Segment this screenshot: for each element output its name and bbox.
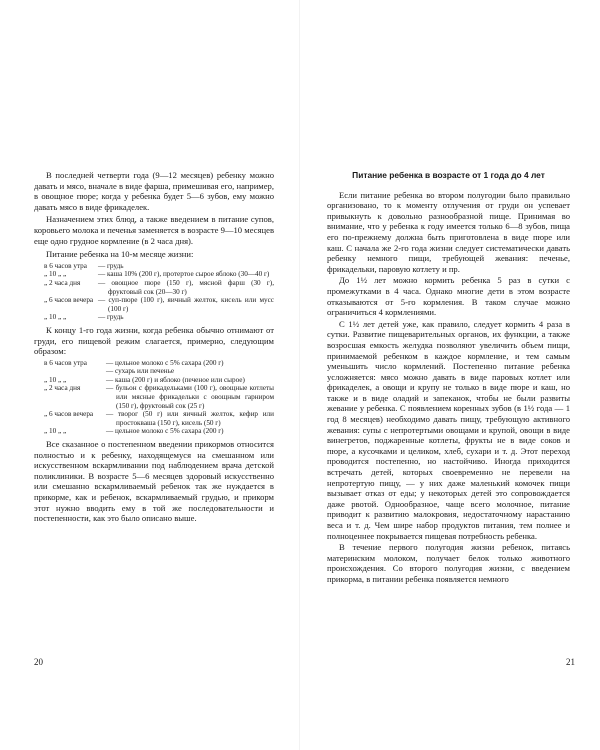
left-text-column — [34, 170, 274, 524]
menu-food — [106, 359, 274, 376]
menu-row — [34, 313, 274, 322]
menu-end-of-year — [34, 359, 274, 436]
left-paragraph-1: В последней четверти года (9—12 месяцев) ребенку можно давать и мясо, вначале в виде фарша, примешивая его, например, в овощное пюре; когда у ребенка будет 5—6 зубов, ему можно давать мясо в виде фрикаделек. — [34, 170, 274, 212]
menu-row — [34, 279, 274, 296]
menu-time: „ 10 „ „ — [44, 313, 67, 322]
menu-food — [98, 296, 274, 313]
menu-time: „ 10 „ „ — [44, 375, 67, 384]
menu-food-item: — бульон с фрикадельками (100 г), овощные котлеты или мясные фрикадельки с овощным гарниром (150 г), фруктовый сок (25 г) — [106, 384, 274, 410]
menu-food-item: — каша (200 г) и яблоко (печеное или сырое) — [106, 375, 245, 384]
page-number-right: 21 — [566, 657, 575, 667]
left-paragraph-2: Назначением этих блюд, а также введением в питание супов, коровьего молока и печенья заменяется в возрасте 9—10 месяцев еще одно грудное кормление (в 2 часа дня). — [34, 214, 274, 246]
page-number-left: 20 — [34, 657, 43, 667]
menu-row — [34, 296, 274, 313]
chapter-title: Питание ребенка в возрасте от 1 года до 4 лет — [352, 170, 545, 180]
left-paragraph-4: К концу 1-го года жизни, когда ребенка обычно отнимают от груди, его пищевой режим слагается, примерно, следующим образом: — [34, 324, 274, 357]
menu-row — [34, 262, 274, 271]
menu-food — [106, 410, 274, 427]
menu-food-item: — каша 10% (200 г), протертое сырое яблоко (30—40 г) — [98, 270, 270, 279]
menu-row — [34, 376, 274, 385]
menu-food — [106, 427, 274, 436]
menu-food-item: — овощное пюре (150 г), мясной фарш (30 г), фруктовый сок (20—30 г) — [98, 278, 274, 296]
menu-food — [98, 313, 274, 322]
right-page — [300, 0, 600, 750]
menu-time: „ 6 часов вечера — [44, 296, 94, 305]
menu-time: „ 2 часа дня — [44, 278, 81, 287]
menu-time: „ 6 часов вечера — [44, 410, 94, 419]
menu-time: „ 10 „ „ — [44, 270, 67, 279]
menu-row — [34, 359, 274, 376]
right-paragraph-4: В течение первого полугодия жизни ребенок, питаясь материнским молоком, получает белок только животного происхождения. Со второго полугодия жизни, с введением прикорма, в питании ребенка появляется немного — [327, 542, 570, 584]
right-paragraph-1: Если питание ребенка во втором полугодии было правильно организовано, то к моменту отлучения от груди он успевает привыкнуть к довольно разнообразной пище. Принимая во внимание, что у ребенка к году имеется только 6—8 зубов, пища его по-прежнему должна быть приготовлена в виде пюре или каш. С начала же 2-го года жизни следует систематически давать ребенку немного пищи, требующей жевания: печенье, фрикадельки, паровую котлету и пр. — [327, 189, 570, 274]
menu-food — [98, 270, 274, 279]
menu-food — [98, 262, 274, 271]
menu-food-item: — суп-пюре (100 г), яичный желток, кисель или мусс (100 г) — [98, 296, 274, 313]
menu-time: „ 2 часа дня — [44, 384, 81, 393]
menu-time: „ 10 „ „ — [44, 427, 67, 436]
menu-row — [34, 410, 274, 427]
menu-10-month — [34, 262, 274, 322]
menu-food-item: — сухарь или печенье — [106, 367, 175, 376]
menu-time: в 6 часов утра — [44, 358, 87, 367]
menu-row — [34, 427, 274, 436]
menu-row — [34, 384, 274, 410]
menu-food-item: — грудь — [98, 313, 124, 322]
menu-food — [106, 384, 274, 410]
menu-food-item: — цельное молоко с 5% сахара (200 г) — [106, 358, 224, 367]
menu-food — [98, 279, 274, 296]
right-paragraph-3: С 1½ лет детей уже, как правило, следует кормить 4 раза в сутки. Развитие пищеварительных органов, их функции, а также возросшая емкость желудка позволяют увеличить объем пищи, принимаемой ребенком в каждое кормление, и тем самым уменьшить число кормлений. Постепенно питание ребенка усложняется: мясо можно давать в виде паровых котлет или фрикаделек, а овощи и крупу не только в виде пюре и каш, но также и в виде оладий и запеканок, чтобы не были развиты жевание у ребенка. С появлением коренных зубов (в 1½ года — 1 год 8 месяцев) необходимо давать пищу, требующую активного жевания: супы с непротертыми овощами и крупой, овощи в виде винегретов, поджаренные котлеты, фрукты не в виде соков и пюре, а кусочками и целиком, хлеб, сухари и т. д. Этот переход проводится постепенно, но настойчиво. Иногда приходится встречать детей, которых своевременно не перевели на непротертую пищу, — у них даже маленький комочек пищи вызывает отказ от еды; у некоторых детей это сопровождается даже рвотой. Однообразное, чаще всего молочное, питание приводит к развитию малокровия, недостаточному нарастанию веса и т. д. Чем шире набор продуктов питания, тем полнее и полноценнее покрывается пищевая потребность ребенка. — [327, 318, 570, 541]
menu-time: в 6 часов утра — [44, 261, 87, 270]
right-text-column — [327, 168, 570, 585]
right-paragraph-2: До 1½ лет можно кормить ребенка 5 раз в сутки с промежутками в 4 часа. Однако многие дети в этом возрасте отказываются от 5-го кормления. В таком случае можно ограничиться 4 кормлениями. — [327, 275, 570, 318]
menu-food-item: — цельное молоко с 5% сахара (200 г) — [106, 427, 224, 436]
left-paragraph-5: Все сказанное о постепенном введении прикормов относится полностью и к ребенку, находящемуся на смешанном или искусственном вскармливании под наблюдением врача детской поликлиники. В возрасте 5—6 месяцев здоровый искусственно или смешанно вскармливаемый ребенок так же нуждается в прикорме, как и ребенок, вскармливаемый грудью, и прикорм этот нужно вводить ему в той же последовательности и постепенности, как это было описано выше. — [34, 439, 274, 524]
menu-food-item: — творог (50 г) или яичный желток, кефир или простокваша (150 г), кисель (50 г) — [106, 410, 274, 427]
menu-row — [34, 270, 274, 279]
menu-food — [106, 376, 274, 385]
menu-food-item: — грудь — [98, 261, 124, 270]
left-paragraph-3: Питание ребенка на 10-м месяце жизни: — [46, 249, 194, 260]
